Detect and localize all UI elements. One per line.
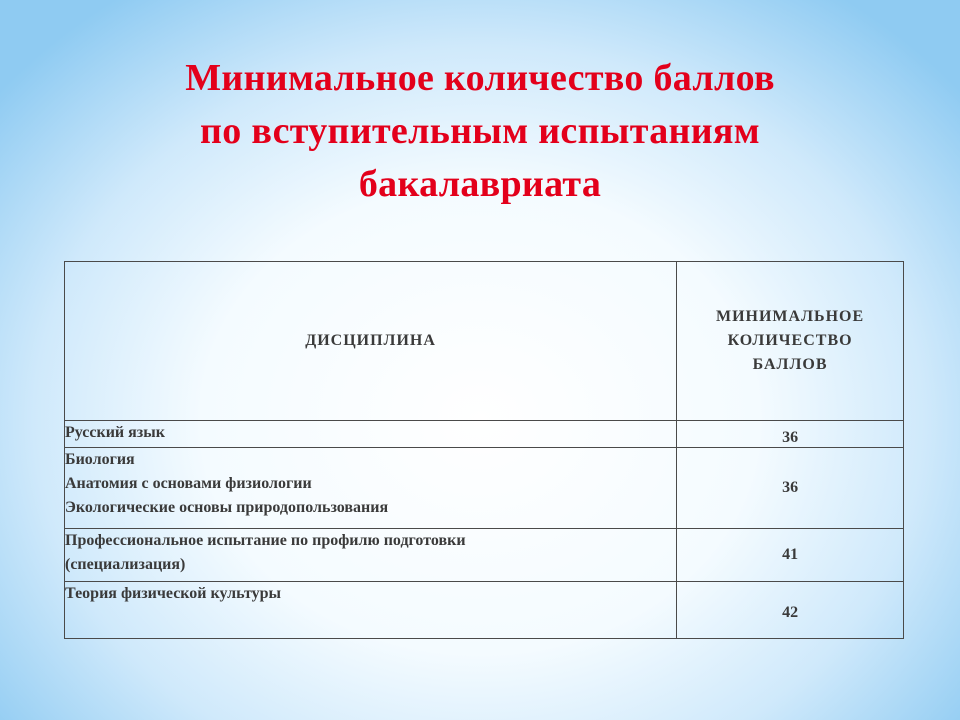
score-cell: 41 xyxy=(677,529,904,582)
scores-table xyxy=(64,261,904,639)
discipline-name: (специализация) xyxy=(65,556,186,573)
header-min-score xyxy=(677,262,904,421)
title-line-1: Минимальное количество баллов xyxy=(185,57,775,99)
title-line-3: бакалавриата xyxy=(358,163,602,205)
score-cell: 36 xyxy=(677,448,904,529)
table-row xyxy=(65,529,904,582)
discipline-name: Теория физической культуры xyxy=(65,585,281,602)
discipline-name: Биология xyxy=(65,451,135,468)
table-row xyxy=(65,421,904,448)
table-row xyxy=(65,448,904,529)
discipline-cell xyxy=(65,448,677,529)
header-score-line-2: КОЛИЧЕСТВО xyxy=(727,332,853,349)
header-score-line-3: БАЛЛОВ xyxy=(752,356,828,373)
discipline-name: Профессиональное испытание по профилю подготовки xyxy=(65,532,466,549)
score-cell: 36 xyxy=(677,421,904,448)
discipline-cell xyxy=(65,421,677,448)
discipline-name: Экологические основы природопользования xyxy=(65,499,389,516)
discipline-cell xyxy=(65,529,677,582)
score-cell: 42 xyxy=(677,582,904,639)
discipline-cell xyxy=(65,582,677,639)
table-row xyxy=(65,582,904,639)
header-row xyxy=(65,262,904,421)
header-score-line-1: МИНИМАЛЬНОЕ xyxy=(715,308,865,325)
discipline-name: Русский язык xyxy=(65,424,165,441)
page-title xyxy=(80,52,880,211)
header-discipline: ДИСЦИПЛИНА xyxy=(65,262,677,421)
title-line-2: по вступительным испытаниям xyxy=(200,110,760,152)
discipline-name: Анатомия с основами физиологии xyxy=(65,475,312,492)
